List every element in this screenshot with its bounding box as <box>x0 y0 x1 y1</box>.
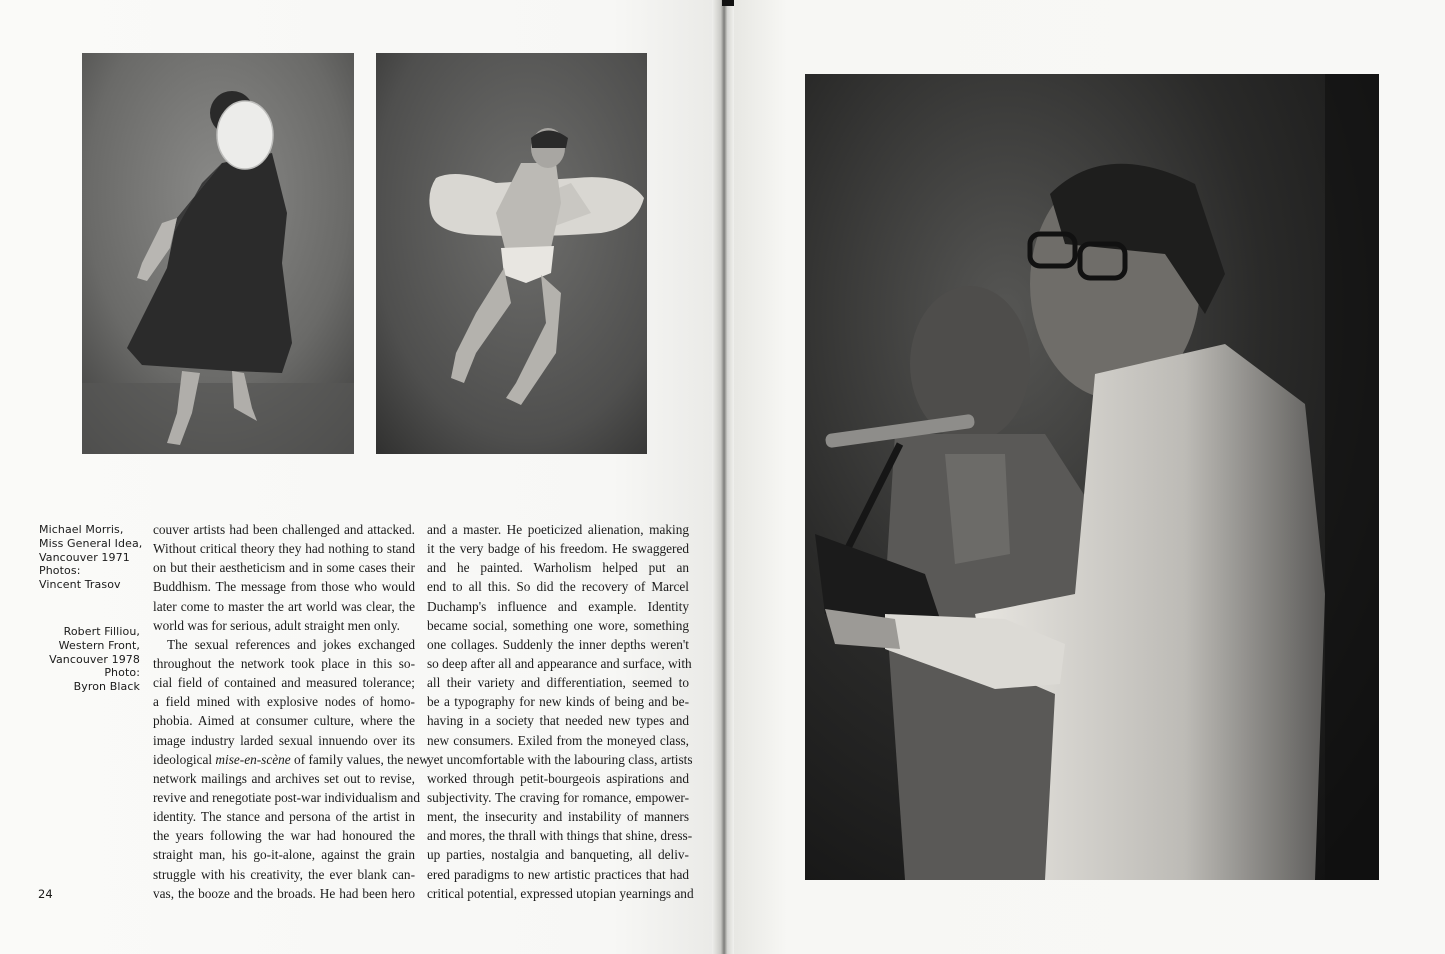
text-line: cial field of contained and measured tolerance; <box>153 675 415 691</box>
photo-filliou-microphone <box>805 74 1379 880</box>
book-spine <box>712 0 734 954</box>
text-line: up parties, nostalgia and banqueting, all deliv- <box>427 847 689 863</box>
caption-line: Michael Morris, <box>39 523 124 536</box>
text-line: ered paradigms to new artistic practices that had <box>427 866 689 882</box>
photo-morris-reclining <box>376 53 647 454</box>
text-line: became social, something one wore, something <box>427 617 689 633</box>
photo-morris-disc <box>82 53 354 454</box>
text-line: critical potential, expressed utopian yearnings and <box>427 885 694 901</box>
corner-mark <box>722 0 734 6</box>
caption-line: Photos: <box>39 564 81 578</box>
text-line: struggle with his creativity, the ever blank can- <box>153 866 415 882</box>
text-line: image industry larded sexual innuendo over its <box>153 732 415 748</box>
text-line: new consumers. Exiled from the moneyed class, <box>427 732 689 748</box>
text-line: vas, the booze and the broads. He had been hero <box>153 885 415 901</box>
text-line: identity. The stance and persona of the artist in <box>153 809 415 825</box>
body-text-column-2 <box>427 520 694 903</box>
text-line: yet uncomfortable with the labouring class, artists <box>427 751 693 767</box>
text-fragment: of family values, the new <box>290 751 429 767</box>
body-text-column-1 <box>153 520 429 903</box>
text-line: Without critical theory they had nothing to stand <box>153 541 415 557</box>
caption-line: Robert Filliou, <box>63 625 140 638</box>
caption-line: Vancouver 1971 <box>39 550 130 564</box>
text-line: phobia. Aimed at consumer culture, where the <box>153 713 415 729</box>
text-line: so deep after all and appearance and surface, with <box>427 655 692 671</box>
caption-line: Photo: <box>104 666 140 680</box>
text-line: couver artists had been challenged and attacked. <box>153 522 415 537</box>
text-line: one collages. Suddenly the inner depths weren't <box>427 636 689 652</box>
text-line: straight man, his go-it-alone, against the grain <box>153 847 415 863</box>
text-line: throughout the network took place in this so- <box>153 655 415 671</box>
text-line: and a master. He poeticized alienation, making <box>427 522 689 537</box>
text-line: it the very badge of his freedom. He swaggered <box>427 541 689 557</box>
text-line: Duchamp's influence and example. Identity <box>427 598 689 614</box>
text-line: and mores, the thrall with things that shine, dress- <box>427 828 693 844</box>
text-line: on but their aestheticism and in some cases their <box>153 560 415 576</box>
caption-line: Vincent Trasov <box>39 578 121 592</box>
text-line: Buddhism. The message from those who would <box>153 579 415 595</box>
text-line: end to all this. So did the recovery of Marcel <box>427 579 689 595</box>
caption-morris <box>39 523 142 592</box>
text-line: later come to master the art world was clear, the <box>153 598 415 614</box>
text-line: a field mined with explosive nodes of homo- <box>153 694 415 710</box>
text-line: having in a society that needed new types and <box>427 713 689 729</box>
caption-line: Byron Black <box>73 680 140 694</box>
text-line: be a typography for new kinds of being and be- <box>427 694 689 710</box>
text-line: and he painted. Warholism helped put an <box>427 560 689 576</box>
caption-line: Miss General Idea, <box>39 536 143 550</box>
text-line: all their variety and differentiation, seemed to <box>427 675 689 691</box>
text-line: subjectivity. The craving for romance, empower- <box>427 789 689 805</box>
italic-term: mise-en-scène <box>215 751 291 767</box>
text-line: worked through petit-bourgeois aspirations and <box>427 770 689 786</box>
caption-filliou <box>39 625 140 694</box>
text-line: the years following the war had honoured the <box>153 828 415 844</box>
caption-line: Western Front, <box>58 638 140 652</box>
text-line: ment, the insecurity and instability of manners <box>427 809 689 825</box>
text-fragment: ideological <box>153 751 216 767</box>
text-line: network mailings and archives set out to revise, <box>153 770 415 786</box>
text-line: The sexual references and jokes exchanged <box>167 636 415 652</box>
text-line: revive and renegotiate post-war individualism and <box>153 789 420 805</box>
text-line-mixed <box>153 750 429 769</box>
page-number: 24 <box>38 887 53 901</box>
caption-line: Vancouver 1978 <box>49 652 140 666</box>
text-line: world was for serious, adult straight men only. <box>153 617 400 633</box>
